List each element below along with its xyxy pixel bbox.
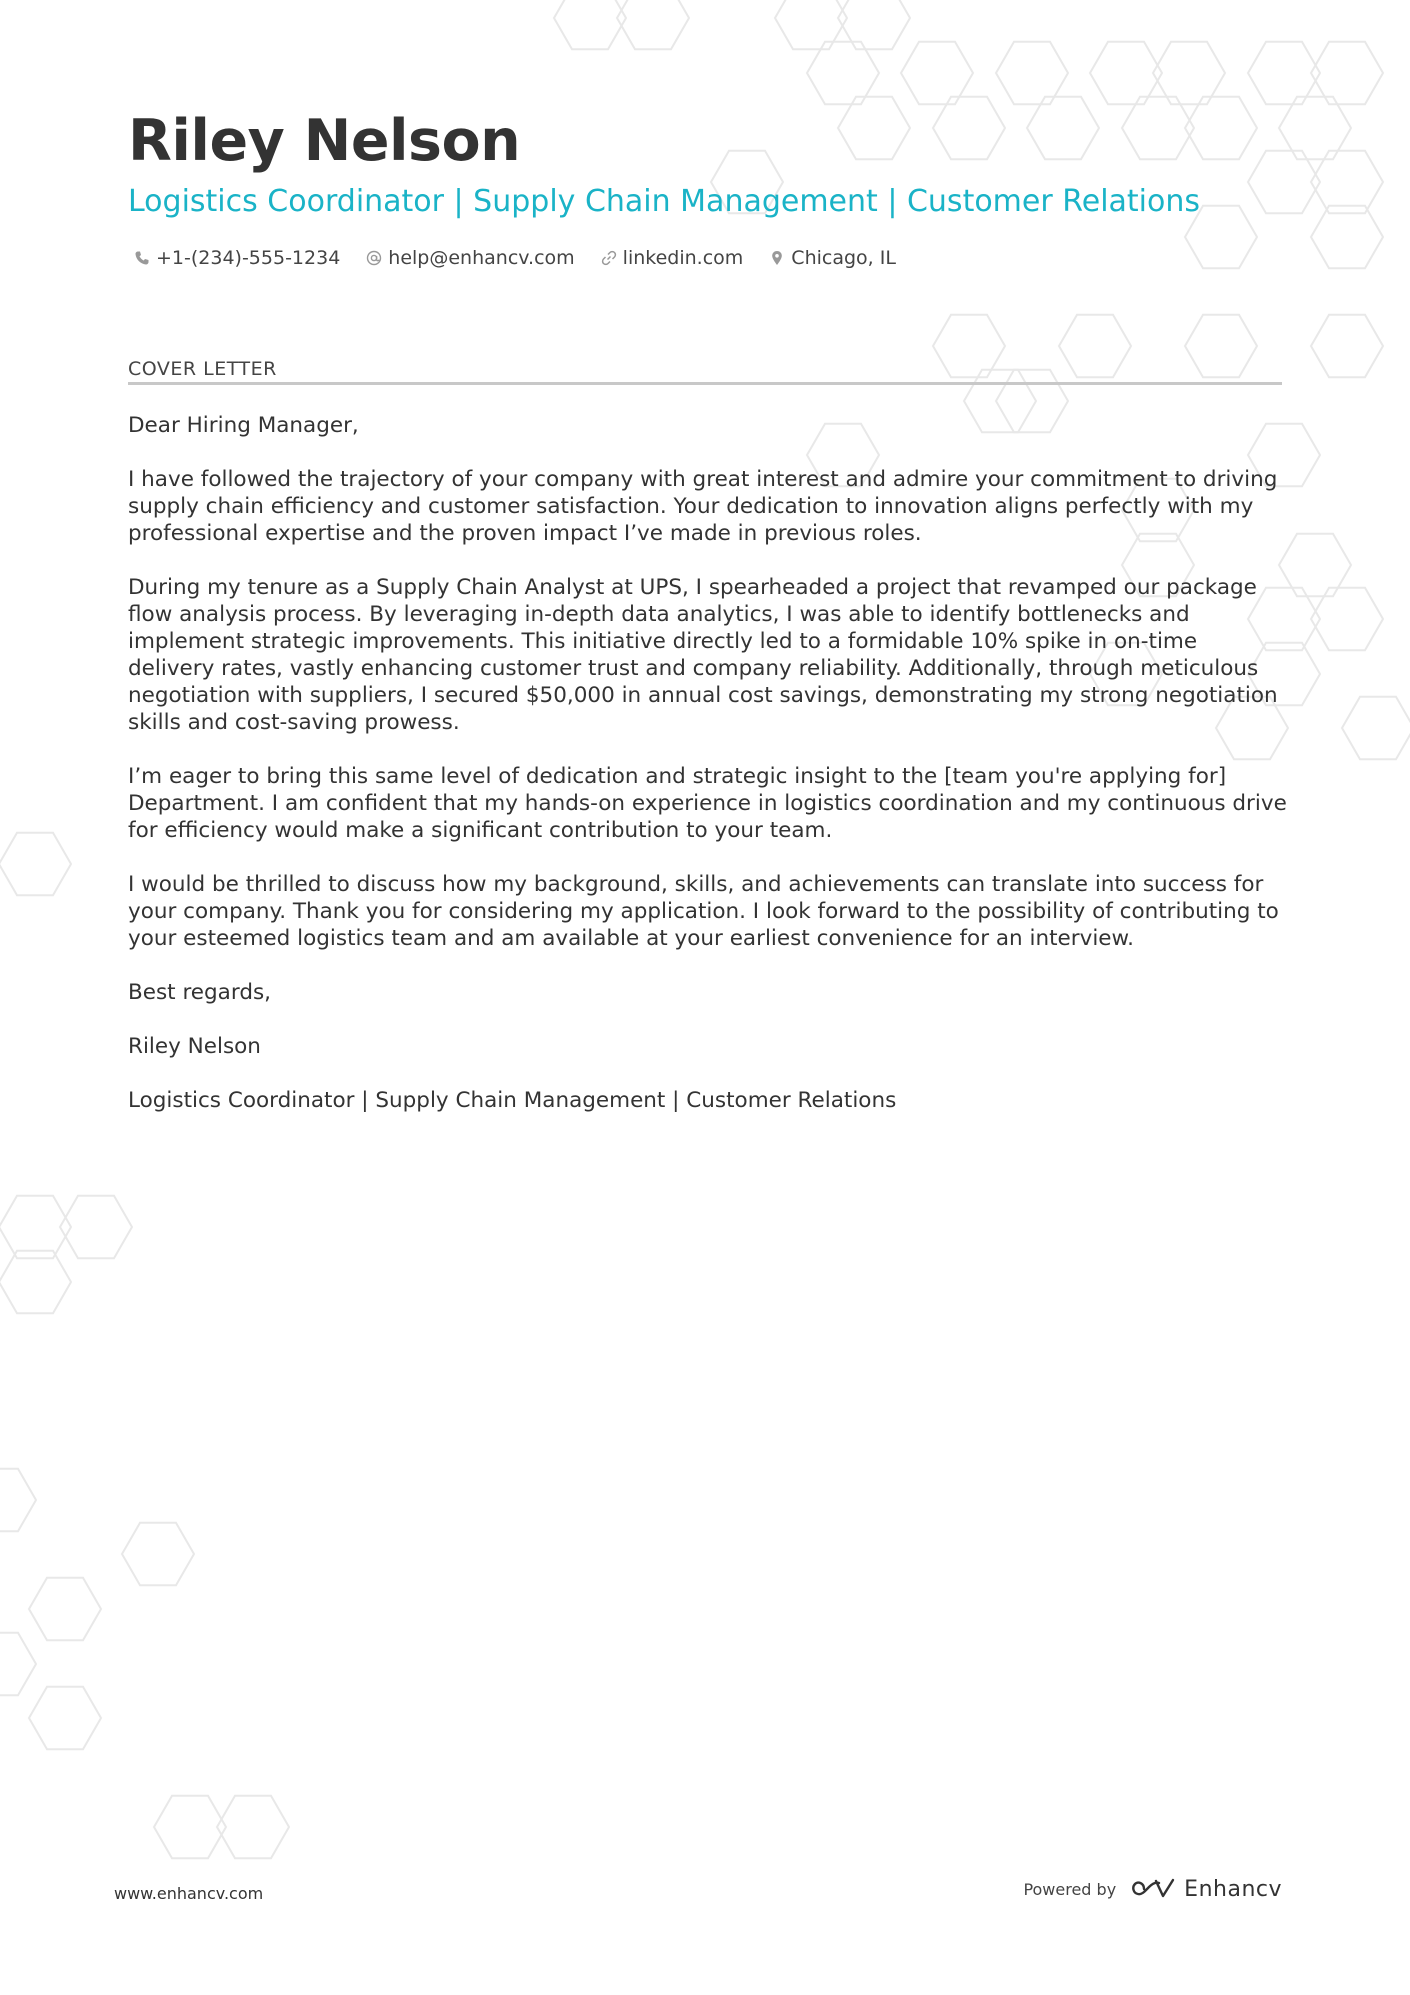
contact-bar xyxy=(134,247,896,269)
candidate-name: Riley Nelson xyxy=(128,108,521,174)
phone-icon xyxy=(134,250,150,266)
contact-phone-text: +1-(234)-555-1234 xyxy=(156,247,341,269)
at-icon xyxy=(366,250,382,266)
section-title-cover-letter: COVER LETTER xyxy=(128,358,1282,385)
footer-website-link[interactable]: www.enhancv.com xyxy=(114,1884,264,1903)
contact-location-text: Chicago, IL xyxy=(791,247,896,269)
link-icon xyxy=(601,250,617,266)
letter-signature-title: Logistics Coordinator | Supply Chain Management | Customer Relations xyxy=(128,1088,897,1113)
enhancv-brand-name: Enhancv xyxy=(1184,1876,1282,1902)
enhancv-logo xyxy=(1130,1876,1282,1902)
letter-greeting: Dear Hiring Manager, xyxy=(128,413,359,438)
contact-linkedin-text: linkedin.com xyxy=(622,247,744,269)
contact-email[interactable] xyxy=(366,247,574,269)
contact-linkedin[interactable] xyxy=(601,247,744,269)
letter-paragraph-3: I’m eager to bring this same level of dedication and strategic insight to the [team you're applying for] Department. I am confident that my hands-on experience in logistics coordination and my continuous drive for efficiency would make a significant contribution to your team. xyxy=(128,764,1287,843)
letter-paragraph-2: During my tenure as a Supply Chain Analyst at UPS, I spearheaded a project that revamped our package flow analysis process. By leveraging in-depth data analytics, I was able to identify bottlenecks and implement strategic improvements. This initiative directly led to a formidable 10% spike in on-time delivery rates, vastly enhancing customer trust and company reliability. Additionally, through meticulous negotiation with suppliers, I secured $50,000 in annual cost savings, demonstrating my strong negotiation skills and cost-saving prowess. xyxy=(128,575,1278,735)
candidate-headline: Logistics Coordinator | Supply Chain Management | Customer Relations xyxy=(128,184,1201,219)
letter-paragraph-1: I have followed the trajectory of your company with great interest and admire your commitment to driving supply chain efficiency and customer satisfaction. Your dedication to innovation aligns perfectly with my professional expertise and the proven impact I’ve made in previous roles. xyxy=(128,467,1278,546)
letter-signature-name: Riley Nelson xyxy=(128,1034,261,1059)
enhancv-logo-icon xyxy=(1130,1876,1176,1902)
contact-location xyxy=(769,247,896,269)
location-pin-icon xyxy=(769,250,785,266)
letter-paragraph-4: I would be thrilled to discuss how my background, skills, and achievements can translate into success for your company. Thank you for considering my application. I look forward to the possibility of contributing to your esteemed logistics team and am available at your earliest convenience for an interview. xyxy=(128,872,1279,951)
contact-email-text: help@enhancv.com xyxy=(388,247,575,269)
letter-closing: Best regards, xyxy=(128,980,272,1005)
powered-by-label: Powered by xyxy=(1023,1879,1117,1899)
powered-by-badge[interactable] xyxy=(1023,1876,1282,1902)
letter-body xyxy=(128,412,1288,1141)
contact-phone[interactable] xyxy=(134,247,340,269)
